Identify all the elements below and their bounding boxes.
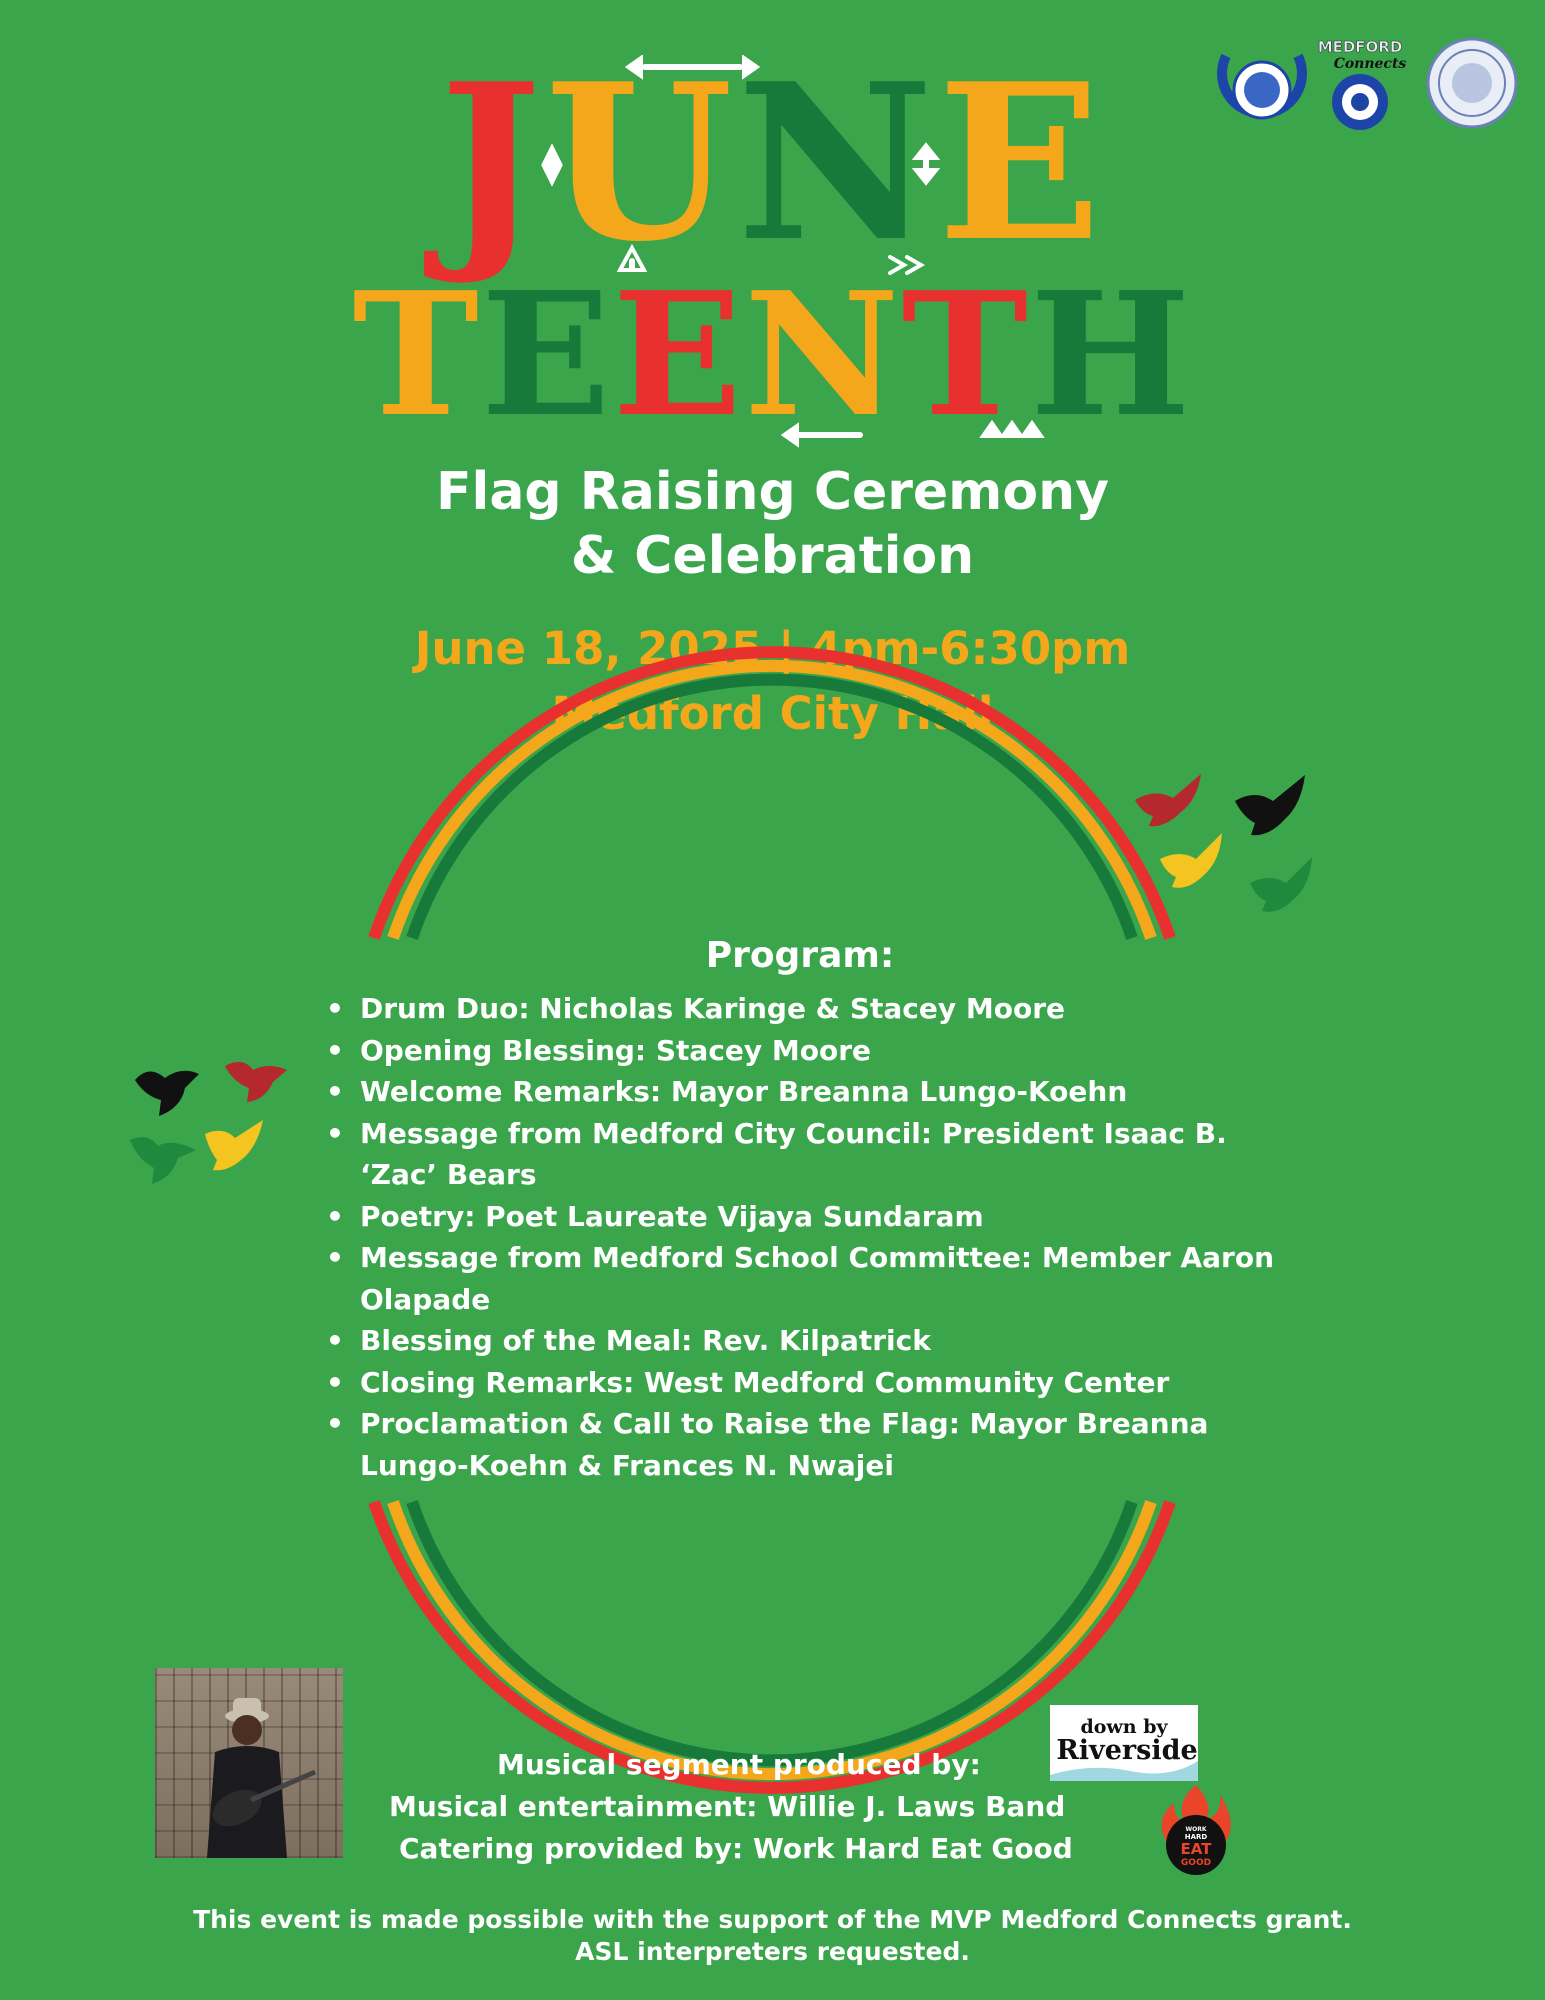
title-letter: E	[937, 36, 1106, 289]
dove-icon	[1160, 833, 1222, 888]
svg-text:GOOD: GOOD	[1180, 1858, 1212, 1868]
program-item: • Message from Medford City Council: President Isaac B. ‘Zac’ Bears	[322, 1113, 1302, 1196]
program-item: • Opening Blessing: Stacey Moore	[322, 1030, 1302, 1072]
headline-line-1: Flag Raising Ceremony	[435, 462, 1109, 522]
program-item: • Drum Duo: Nicholas Karinge & Stacey Moore	[322, 988, 1302, 1030]
wave-icon	[1050, 1705, 1198, 1781]
program-item: • Proclamation & Call to Raise the Flag: Mayor Breanna Lungo-Koehn & Frances N. Nwajei	[322, 1403, 1302, 1486]
svg-text:EAT: EAT	[1180, 1840, 1212, 1858]
svg-text:WORK: WORK	[1185, 1826, 1207, 1833]
work-hard-eat-good-logo	[1160, 1785, 1232, 1877]
footer-grant-note: This event is made possible with the support of the MVP Medford Connects grant.	[193, 1905, 1352, 1934]
dove-icon	[135, 1071, 199, 1116]
program-list	[322, 988, 1302, 1486]
title-letter: E	[612, 255, 745, 455]
svg-text:Connects: Connects	[1333, 56, 1407, 72]
footer-asl-note: ASL interpreters requested.	[575, 1937, 970, 1966]
doves-top-right	[1130, 765, 1340, 935]
svg-text:MEDFORD: MEDFORD	[1317, 38, 1403, 56]
musician-figure-icon	[155, 1668, 343, 1858]
title-letter: N	[744, 255, 902, 455]
doves-left	[125, 1050, 305, 1200]
musical-segment-credit: Musical segment produced by:	[497, 1748, 981, 1781]
title-letter: H	[1029, 255, 1193, 455]
dove-icon	[205, 1120, 263, 1170]
program-item: • Closing Remarks: West Medford Community Center	[322, 1362, 1302, 1404]
title-letter: E	[480, 255, 613, 455]
event-date-time: June 18, 2025 | 4pm-6:30pm	[414, 622, 1131, 675]
dove-icon	[1250, 857, 1312, 912]
footer	[0, 1904, 1545, 1968]
program-heading: Program:	[705, 935, 895, 976]
headline-line-2: & Celebration	[570, 526, 975, 587]
dove-icon	[1235, 775, 1305, 835]
title-letter: U	[545, 36, 737, 289]
program-item: • Poetry: Poet Laureate Vijaya Sundaram	[322, 1196, 1302, 1238]
title-letter: T	[352, 255, 481, 455]
logo-text: down by	[1080, 1716, 1168, 1738]
dove-icon	[130, 1137, 196, 1184]
program-item: • Blessing of the Meal: Rev. Kilpatrick	[322, 1320, 1302, 1362]
catering-credit: Catering provided by: Work Hard Eat Good	[399, 1832, 1073, 1865]
event-location: Medford City Hall	[551, 687, 994, 740]
svg-text:HARD: HARD	[1184, 1833, 1208, 1841]
down-by-riverside-logo	[1050, 1705, 1198, 1781]
entertainment-credit: Musical entertainment: Willie J. Laws Band	[389, 1790, 1066, 1823]
logo-text: Riverside	[1056, 1735, 1198, 1766]
title-letter: T	[901, 255, 1030, 455]
title-letter: N	[736, 36, 938, 289]
program-item: • Welcome Remarks: Mayor Breanna Lungo-Koehn	[322, 1071, 1302, 1113]
dove-icon	[1135, 774, 1201, 826]
musician-photo	[155, 1668, 343, 1858]
dove-icon	[225, 1062, 287, 1102]
program-item: • Message from Medford School Committee: Member Aaron Olapade	[322, 1237, 1302, 1320]
title-letter: J	[439, 36, 546, 289]
